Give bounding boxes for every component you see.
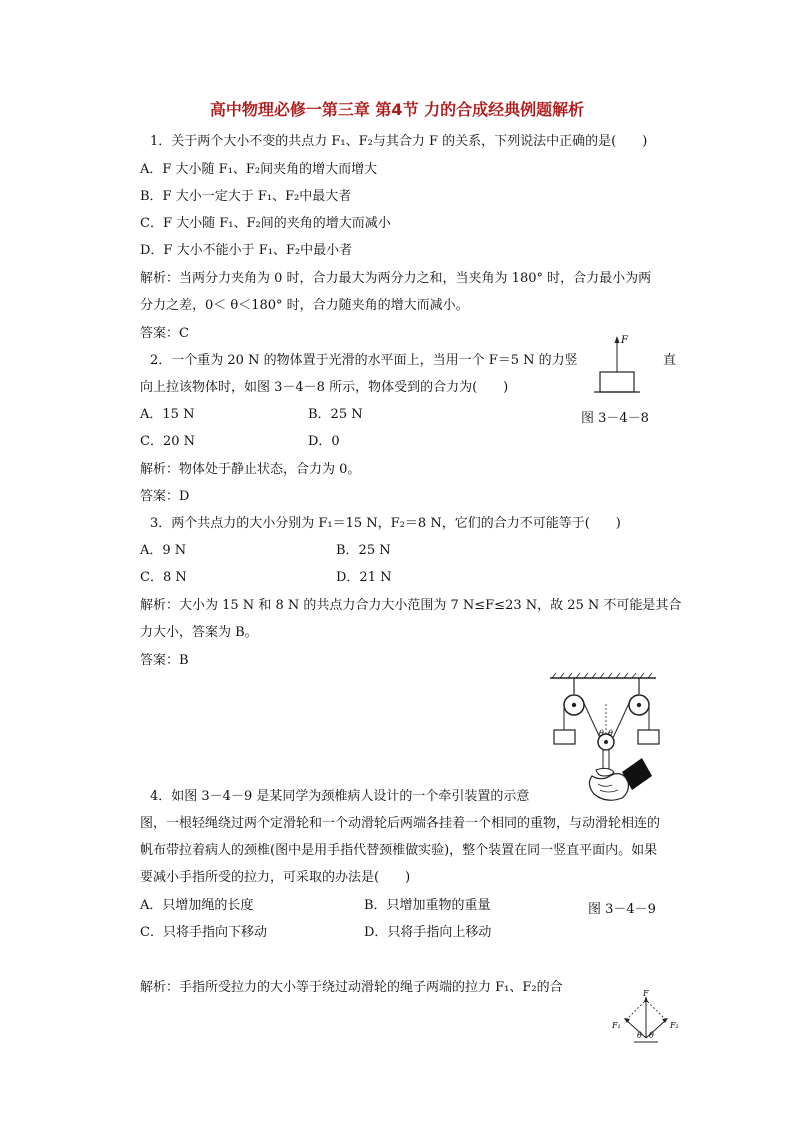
q3-stem: 3．两个共点力的大小分别为 F₁＝15 N，F₂＝8 N，它们的合力不可能等于( ) — [150, 516, 621, 531]
canvas-strap — [603, 750, 609, 770]
q1-analysis-line-2: 分力之差，0＜ θ＜180° 时，合力随夹角的增大而减小。 — [140, 298, 469, 313]
q1-answer: 答案：C — [140, 326, 189, 341]
vector-theta-right: θ — [649, 1031, 654, 1040]
right-weight — [638, 730, 659, 744]
q1-stem: 1．关于两个大小不变的共点力 F₁、F₂与其合力 F 的关系，下列说法中正确的是( ) — [150, 134, 648, 149]
figure-3-4-8 — [598, 332, 638, 396]
left-pulley-axle — [572, 703, 576, 707]
q1-option-c: C．F 大小随 F₁、F₂间的夹角的增大而减小 — [140, 216, 391, 231]
q2-stem-line-1: 2．一个重为 20 N 的物体置于光滑的水平面上，当用一个 F＝5 N 的力竖 — [150, 353, 578, 368]
q1-option-b: B．F 大小一定大于 F₁、F₂中最大者 — [140, 189, 352, 204]
dashed-f2-to-f — [646, 1000, 666, 1020]
q2-option-c: C．20 N — [140, 434, 195, 449]
q2-option-a: A．15 N — [140, 407, 195, 422]
figure-3-4-9-caption: 图 3－4－9 — [588, 902, 656, 917]
q3-option-a: A．9 N — [140, 543, 187, 558]
block — [600, 372, 634, 392]
page-title: 高中物理必修一第三章 第4节 力的合成经典例题解析 — [209, 100, 585, 119]
q2-stem-line-2: 向上拉该物体时，如图 3－4－8 所示，物体受到的合力为( ) — [140, 380, 509, 395]
vector-f2-label: F₂ — [670, 1021, 679, 1030]
left-weight — [554, 730, 575, 744]
q3-option-d: D．21 N — [336, 570, 392, 585]
q4-option-a: A．只增加绳的长度 — [140, 898, 254, 913]
q2-stem-line-1-end: 直 — [663, 353, 677, 368]
q4-option-b: B．只增加重物的重量 — [364, 898, 491, 913]
q2-option-b: B．25 N — [308, 407, 363, 422]
q1-option-a: A．F 大小随 F₁、F₂间夹角的增大而增大 — [140, 162, 378, 177]
dashed-f1-to-f — [626, 1000, 646, 1020]
figure-3-4-8-caption: 图 3－4－8 — [581, 411, 649, 426]
theta-left: θ — [599, 729, 604, 738]
q4-stem-line-4: 要减小手指所受的拉力，可采取的办法是( ) — [140, 870, 411, 885]
q4-stem-line-2: 图，一根轻绳绕过两个定滑轮和一个动滑轮后两端各挂着一个相同的重物，与动滑轮相连的 — [140, 816, 661, 831]
q4-stem-line-3: 帆布带拉着病人的颈椎(图中是用手指代替颈椎做实验)，整个装置在同一竖直平面内。如果 — [140, 843, 658, 858]
q4-option-d: D．只将手指向上移动 — [364, 925, 492, 940]
theta-right: θ — [608, 729, 613, 738]
vector-f-label: F — [643, 989, 649, 998]
hand — [589, 774, 628, 801]
q4-option-c: C．只将手指向下移动 — [140, 925, 267, 940]
q3-analysis-line-1: 解析：大小为 15 N 和 8 N 的共点力合力大小范围为 7 N≤F≤23 N，故 25 N 不可能是其合 — [140, 598, 682, 613]
force-vector-diagram — [608, 988, 688, 1052]
force-label: F — [621, 335, 628, 346]
figure-3-4-9 — [546, 672, 666, 812]
vector-theta-left: θ — [637, 1031, 642, 1040]
rope-right-segment — [612, 699, 631, 740]
q3-option-c: C．8 N — [140, 570, 187, 585]
q4-stem-line-1: 4．如图 3－4－9 是某同学为颈椎病人设计的一个牵引装置的示意 — [150, 789, 530, 804]
q3-option-b: B．25 N — [336, 543, 391, 558]
q2-analysis: 解析：物体处于静止状态，合力为 0。 — [140, 462, 361, 477]
movable-pulley-axle — [604, 740, 608, 744]
q2-option-d: D．0 — [308, 434, 340, 449]
q2-answer: 答案：D — [140, 489, 190, 504]
vector-f1 — [626, 1020, 646, 1038]
vector-f1-label: F₁ — [612, 1021, 621, 1030]
q3-answer: 答案：B — [140, 653, 189, 668]
right-pulley-axle — [637, 703, 641, 707]
q1-option-d: D．F 大小不能小于 F₁、F₂中最小者 — [140, 243, 353, 258]
force-arrow-head — [615, 336, 620, 343]
q1-analysis-line-1: 解析：当两分力夹角为 0 时，合力最大为两分力之和，当夹角为 180° 时，合力最小为两 — [140, 271, 652, 286]
q3-analysis-line-2: 力大小，答案为 B。 — [140, 625, 258, 640]
q4-analysis: 解析：手指所受拉力的大小等于绕过动滑轮的绳子两端的拉力 F₁、F₂的合 — [140, 980, 563, 995]
